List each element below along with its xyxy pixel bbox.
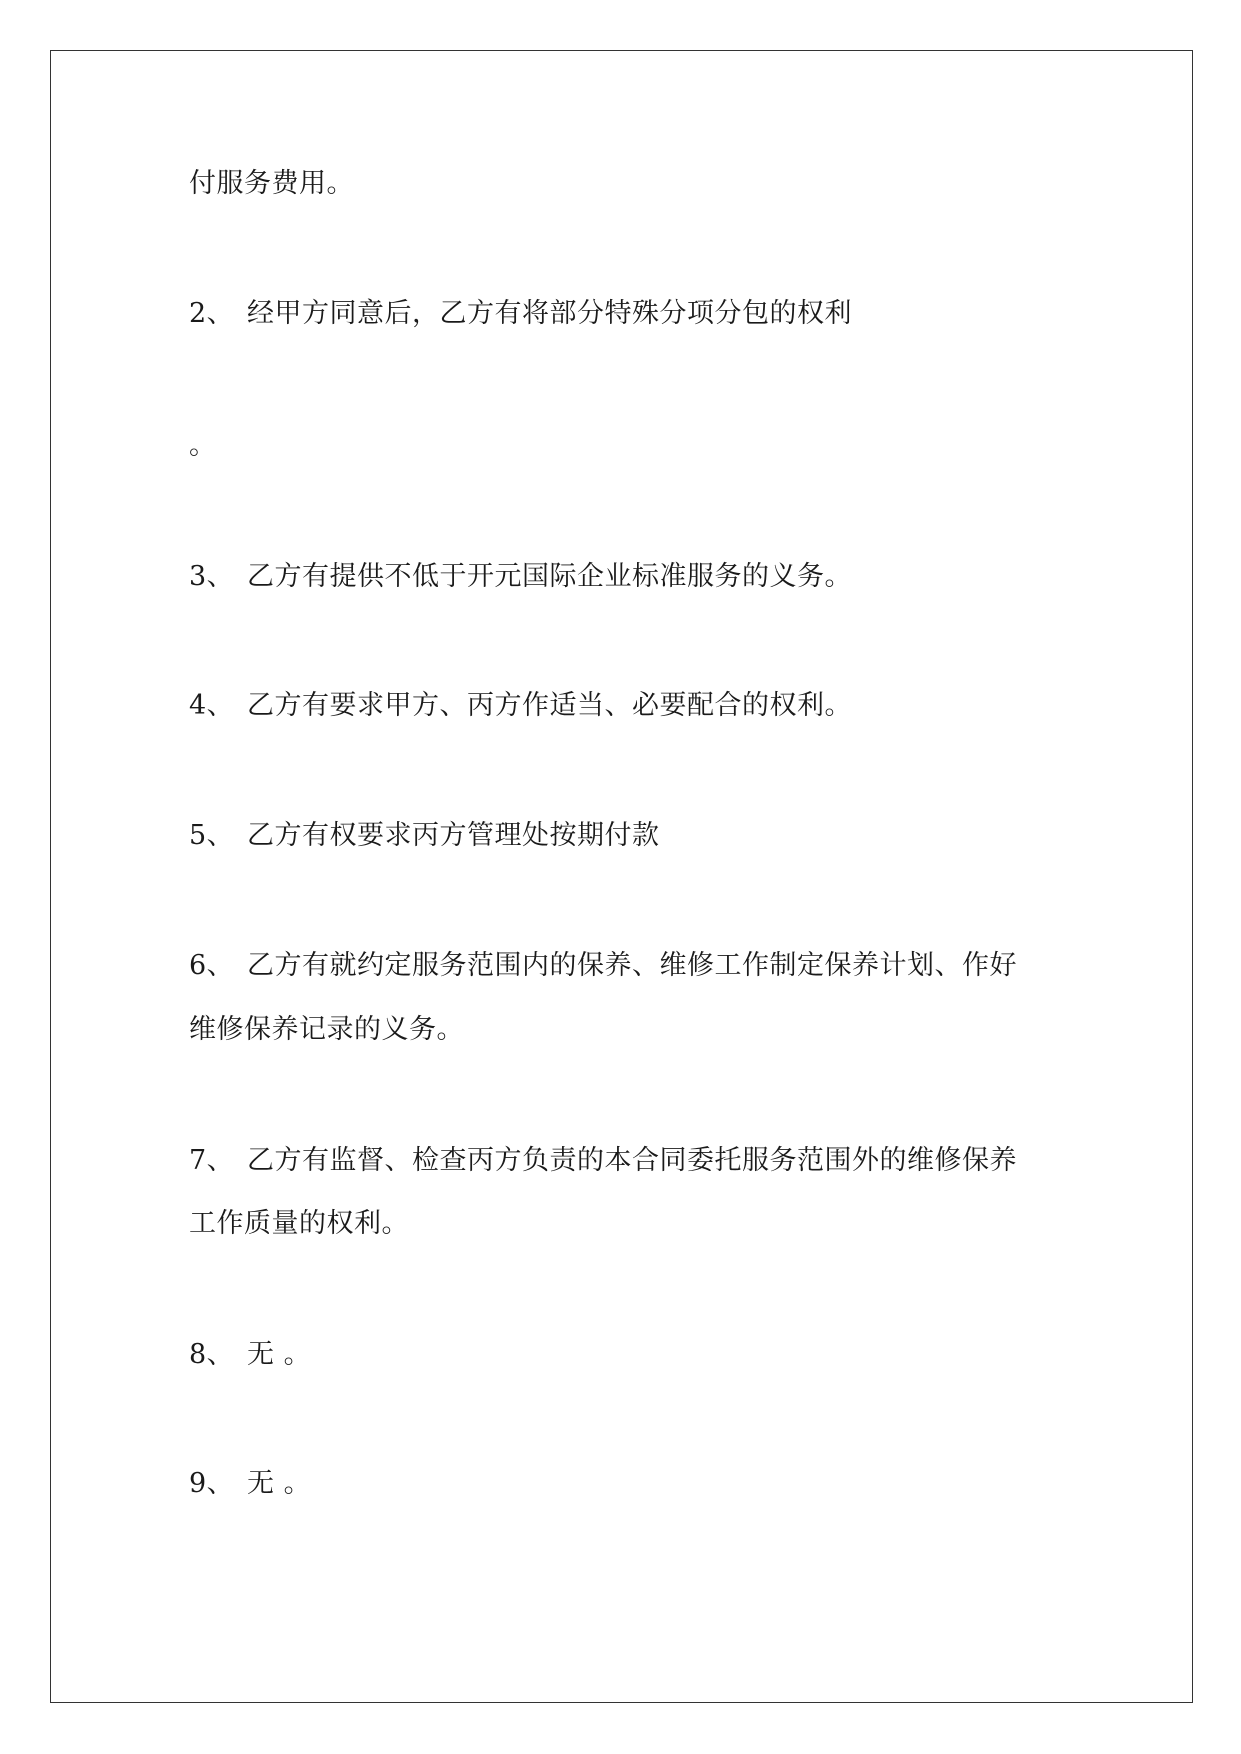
item-number: 8、 (189, 1339, 235, 1370)
list-item-2-tail: 。 (189, 430, 217, 461)
item-text: 乙方有要求甲方、丙方作适当、必要配合的权利。 (247, 690, 852, 721)
list-item-2 (189, 296, 852, 332)
item-number: 6、 (189, 950, 235, 981)
list-item-5 (189, 818, 660, 854)
list-item-6 (189, 948, 1017, 984)
item-number: 3、 (189, 561, 235, 592)
item-number: 4、 (189, 690, 235, 721)
continuation-text: 付服务费用。 (189, 168, 354, 199)
list-item-8 (189, 1337, 311, 1373)
item-text: 乙方有权要求丙方管理处按期付款 (247, 820, 660, 851)
item-number: 7、 (189, 1145, 235, 1176)
item-text: 无 。 (247, 1339, 312, 1370)
list-item-7-continued: 工作质量的权利。 (189, 1208, 409, 1239)
item-text: 经甲方同意后，乙方有将部分特殊分项分包的权利 (247, 298, 852, 329)
item-number: 9、 (189, 1468, 235, 1499)
list-item-6-continued: 维修保养记录的义务。 (189, 1014, 464, 1045)
list-item-4 (189, 688, 852, 724)
item-text: 乙方有监督、检查丙方负责的本合同委托服务范围外的维修保养 (247, 1145, 1017, 1176)
item-text: 乙方有就约定服务范围内的保养、维修工作制定保养计划、作好 (247, 950, 1017, 981)
item-number: 2、 (189, 298, 235, 329)
item-number: 5、 (189, 820, 235, 851)
list-item-3 (189, 559, 852, 595)
item-text: 无 。 (247, 1468, 312, 1499)
item-text: 乙方有提供不低于开元国际企业标准服务的义务。 (247, 561, 852, 592)
list-item-7 (189, 1143, 1017, 1179)
list-item-9 (189, 1466, 311, 1502)
